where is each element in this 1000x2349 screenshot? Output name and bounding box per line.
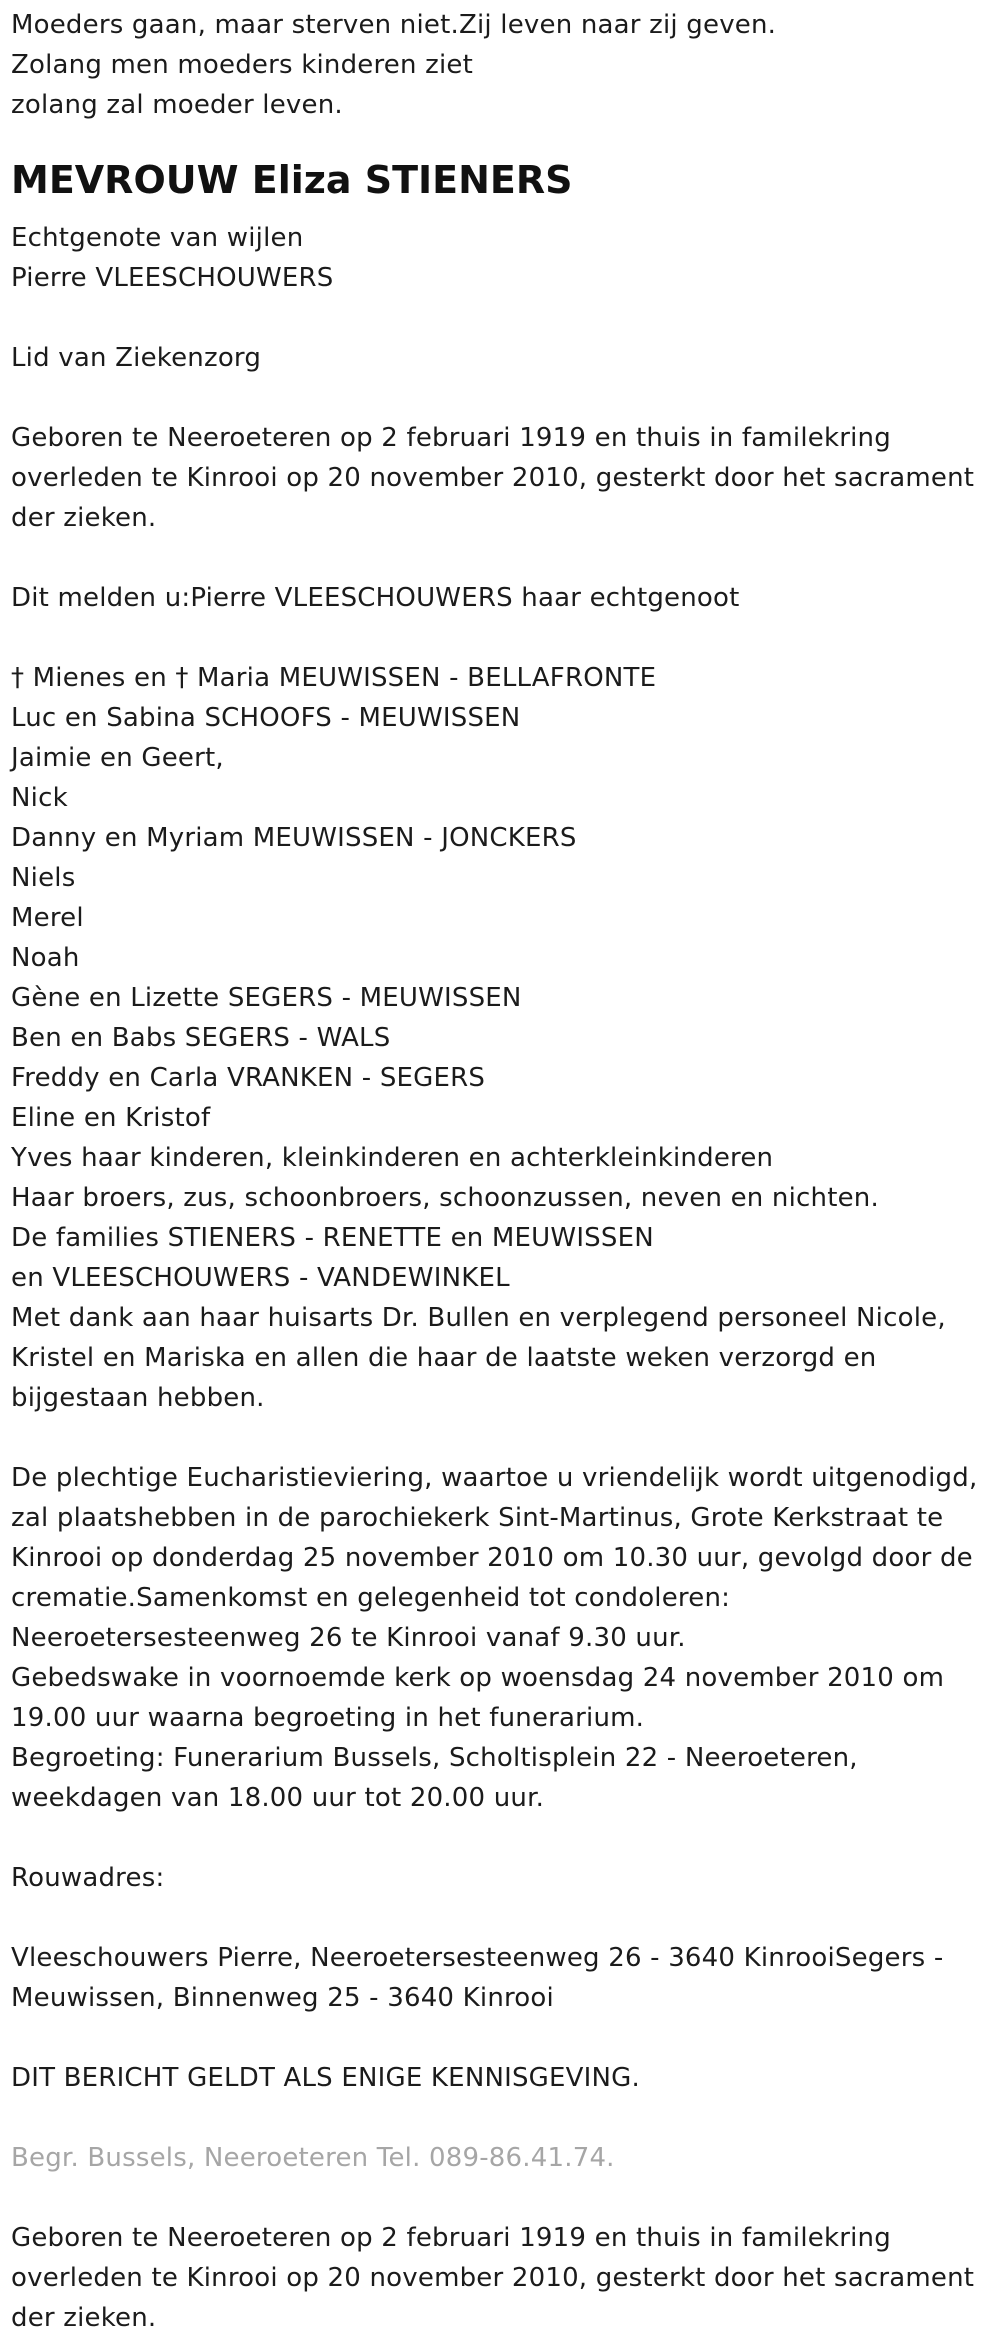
birth-death-paragraph-repeat [11, 2218, 1000, 2338]
paragraph-line: der zieken. [11, 503, 157, 533]
family-line: De families STIENERS - RENETTE en MEUWISSEN [11, 1223, 654, 1253]
paragraph-line: Gebedswake in voornoemde kerk op woensdag 24 november 2010 om [11, 1663, 945, 1693]
family-name: Mienes en [32, 663, 176, 693]
family-line [11, 658, 1000, 698]
family-line: Luc en Sabina SCHOOFS - MEUWISSEN [11, 703, 521, 733]
paragraph-line: zal plaatshebben in de parochiekerk Sint-Martinus, Grote Kerkstraat te [11, 1503, 944, 1533]
paragraph-line: overleden te Kinrooi op 20 november 2010, gesterkt door het sacrament [11, 463, 975, 493]
family-line: Ben en Babs SEGERS - WALS [11, 1023, 391, 1053]
family-line: bijgestaan hebben. [11, 1383, 265, 1413]
undertaker-contact: Begr. Bussels, Neeroeteren Tel. 089-86.41.74. [11, 2143, 615, 2173]
paragraph-line: weekdagen van 18.00 uur tot 20.00 uur. [11, 1783, 545, 1813]
deceased-name: MEVROUW Eliza STIENERS [11, 158, 573, 202]
family-line: Nick [11, 783, 68, 813]
family-line: Kristel en Mariska en allen die haar de laatste weken verzorgd en [11, 1343, 877, 1373]
family-line: en VLEESCHOUWERS - VANDEWINKEL [11, 1263, 510, 1293]
family-line: Noah [11, 943, 80, 973]
paragraph-line: 19.00 uur waarna begroeting in het funerarium. [11, 1703, 645, 1733]
paragraph-line: Neeroetersesteenweg 26 te Kinrooi vanaf 9.30 uur. [11, 1623, 686, 1653]
poem-line: zolang zal moeder leven. [11, 90, 343, 120]
paragraph-line: der zieken. [11, 2303, 157, 2333]
paragraph-line: Begroeting: Funerarium Bussels, Scholtisplein 22 - Neeroeteren, [11, 1743, 858, 1773]
paragraph-line: Kinrooi op donderdag 25 november 2010 om 10.30 uur, gevolgd door de [11, 1543, 973, 1573]
family-line: Gène en Lizette SEGERS - MEUWISSEN [11, 983, 522, 1013]
address-line: Meuwissen, Binnenweg 25 - 3640 Kinrooi [11, 1983, 554, 2013]
membership: Lid van Ziekenzorg [11, 343, 262, 373]
paragraph-line: Geboren te Neeroeteren op 2 februari 1919 en thuis in familekring [11, 423, 891, 453]
announcement: Dit melden u:Pierre VLEESCHOUWERS haar echtgenoot [11, 583, 740, 613]
family-line: Jaimie en Geert, [11, 743, 224, 773]
notice: DIT BERICHT GELDT ALS ENIGE KENNISGEVING. [11, 2063, 640, 2093]
family-line: Haar broers, zus, schoonbroers, schoonzussen, neven en nichten. [11, 1183, 879, 1213]
family-line: Eline en Kristof [11, 1103, 211, 1133]
family-line: Freddy en Carla VRANKEN - SEGERS [11, 1063, 486, 1093]
family-line: Yves haar kinderen, kleinkinderen en achterkleinkinderen [11, 1143, 774, 1173]
poem-line: Moeders gaan, maar sterven niet.Zij leven naar zij geven. [11, 10, 777, 40]
paragraph-line: crematie.Samenkomst en gelegenheid tot condoleren: [11, 1583, 731, 1613]
family-name: Maria MEUWISSEN - BELLAFRONTE [197, 663, 657, 693]
family-list [11, 658, 1000, 1418]
paragraph-line: De plechtige Eucharistieviering, waartoe u vriendelijk wordt uitgenodigd, [11, 1463, 978, 1493]
address-line: Vleeschouwers Pierre, Neeroetersesteenweg 26 - 3640 KinrooiSegers - [11, 1943, 944, 1973]
poem-line: Zolang men moeders kinderen ziet [11, 50, 473, 80]
obituary-page [0, 5, 1000, 2338]
family-line: Danny en Myriam MEUWISSEN - JONCKERS [11, 823, 577, 853]
cross-icon: † [11, 663, 25, 693]
family-line: Merel [11, 903, 84, 933]
birth-death-paragraph [11, 418, 1000, 538]
address-block [11, 1938, 1000, 2018]
spouse-name: Pierre VLEESCHOUWERS [11, 263, 334, 293]
ceremony-paragraph [11, 1458, 1000, 1818]
paragraph-line: overleden te Kinrooi op 20 november 2010, gesterkt door het sacrament [11, 2263, 975, 2293]
address-label: Rouwadres: [11, 1863, 165, 1893]
poem [11, 5, 1000, 125]
family-line: Met dank aan haar huisarts Dr. Bullen en verplegend personeel Nicole, [11, 1303, 946, 1333]
family-line: Niels [11, 863, 76, 893]
spouse-intro: Echtgenote van wijlen [11, 223, 304, 253]
cross-icon: † [175, 663, 189, 693]
paragraph-line: Geboren te Neeroeteren op 2 februari 1919 en thuis in familekring [11, 2223, 891, 2253]
